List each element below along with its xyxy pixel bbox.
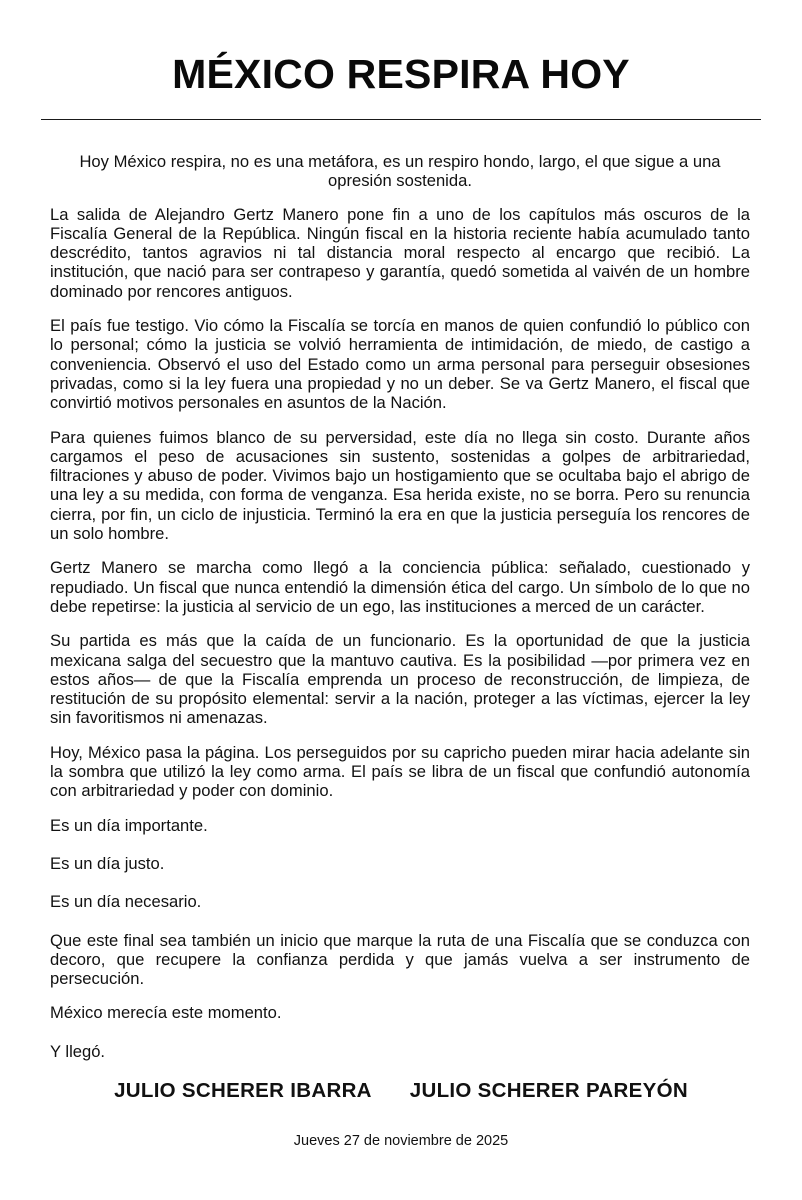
page-title: MÉXICO RESPIRA HOY xyxy=(172,51,630,97)
paragraph-short: México merecía este momento. xyxy=(50,1003,282,1023)
paragraph: Hoy, México pasa la página. Los perseguidos por su capricho pueden mirar hacia adelante sin la sombra que utilizó la ley como arma. El país se libra de un fiscal que confundió autonomía con arbitrariedad y poder con dominio. xyxy=(50,742,750,801)
paragraph-short: Es un día necesario. xyxy=(50,892,202,912)
title-divider xyxy=(41,119,761,120)
paragraph: El país fue testigo. Vio cómo la Fiscalía se torcía en manos de quien confundió lo público con lo personal; cómo la justicia se volvió herramienta de intimidación, de miedo, de castigo a conveniencia. Observó el uso del Estado como un arma personal para perseguir obsesiones privadas, como si la ley fuera una propiedad y no un deber. Se va Gertz Manero, el fiscal que convirtió motivos personales en asuntos de la Nación. xyxy=(50,316,750,413)
document-body xyxy=(50,152,750,1080)
paragraph-lead: Hoy México respira, no es una metáfora, es un respiro hondo, largo, el que sigue a una opresión sostenida. xyxy=(79,152,721,191)
paragraph-short: Y llegó. xyxy=(50,1041,106,1061)
signatures xyxy=(0,1079,802,1103)
paragraph: Su partida es más que la caída de un funcionario. Es la oportunidad de que la justicia mexicana salga del secuestro que la mantuvo cautiva. Es la posibilidad —por primera vez en estos años— de que la Fiscalía emprenda un proceso de reconstrucción, de limpieza, de restitución de su propósito elemental: servir a la nación, proteger a las víctimas, ejercer la ley sin favoritismos ni amenazas. xyxy=(50,631,750,728)
paragraph: Que este final sea también un inicio que marque la ruta de una Fiscalía que se conduzca con decoro, que recupere la confianza perdida y que jamás vuelva a ser instrumento de persecución. xyxy=(50,930,750,989)
document-date: Jueves 27 de noviembre de 2025 xyxy=(293,1133,509,1149)
signature-name: JULIO SCHERER IBARRA xyxy=(114,1079,372,1102)
paragraph: Para quienes fuimos blanco de su perversidad, este día no llega sin costo. Durante años cargamos el peso de acusaciones sin sustento, sostenidas a golpes de arbitrariedad, filtraciones y abuso de poder. Vivimos bajo un hostigamiento que se ocultaba bajo el abrigo de una ley a su medida, con forma de venganza. Esa herida existe, no se borra. Pero su renuncia cierra, por fin, un ciclo de injusticia. Terminó la era en que la justicia perseguía los rencores de un solo hombre. xyxy=(50,427,750,544)
paragraph-short: Es un día justo. xyxy=(50,853,165,873)
signature-name: JULIO SCHERER PAREYÓN xyxy=(409,1079,688,1102)
paragraph: Gertz Manero se marcha como llegó a la conciencia pública: señalado, cuestionado y repudiado. Un fiscal que nunca entendió la dimensión ética del cargo. Un símbolo de lo que no debe repetirse: la justicia al servicio de un ego, las instituciones a merced de un carácter. xyxy=(50,558,750,616)
paragraph: La salida de Alejandro Gertz Manero pone fin a uno de los capítulos más oscuros de la Fiscalía General de la República. Ningún fiscal en la historia reciente había acumulado tanto descrédito, tantos agravios ni tal distancia moral respecto al encargo que recibió. La institución, que nació para ser contrapeso y garantía, quedó sometida al vaivén de un hombre dominado por rencores antiguos. xyxy=(50,204,750,301)
paragraph-short: Es un día importante. xyxy=(50,815,208,835)
